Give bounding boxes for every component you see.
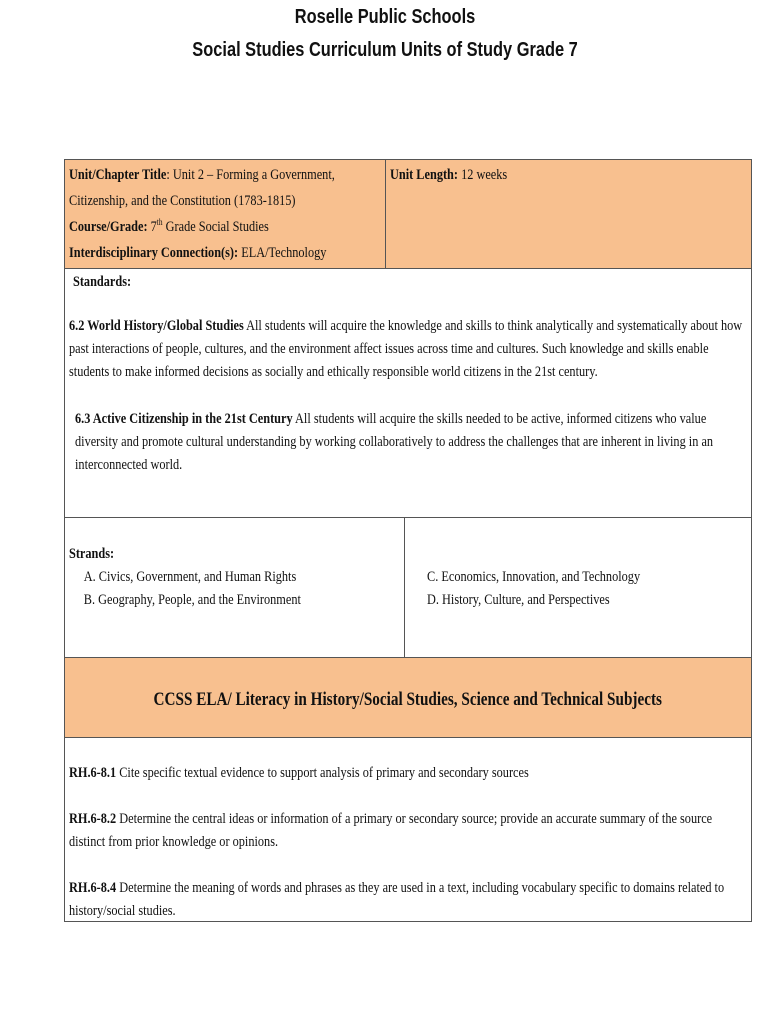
ccss-item <box>69 762 746 785</box>
course-label: Course/Grade: <box>69 219 148 235</box>
strands-left <box>69 543 405 612</box>
unit-length-label: Unit Length: <box>390 167 459 183</box>
interdisciplinary-value: ELA/Technology <box>238 245 327 261</box>
strand-item: C. Economics, Innovation, and Technology <box>427 569 641 585</box>
strand-item: B. Geography, People, and the Environment <box>83 592 301 608</box>
school-title-text: Roselle Public Schools <box>294 6 476 28</box>
unit-length-value: 12 weeks <box>458 167 508 183</box>
standard-code: 6.2 World History/Global Studies <box>69 318 244 334</box>
ccss-item <box>69 808 746 854</box>
ccss-text: Determine the central ideas or information of a primary or secondary source; provide an accurate summary of the source distinct from prior knowledge or opinions. <box>69 811 713 850</box>
strands-right-cell <box>404 517 752 658</box>
strand-item: A. Civics, Government, and Human Rights <box>83 569 297 585</box>
school-title <box>0 6 770 29</box>
standard-text: All students will acquire the knowledge and skills to think analytically and systematically about how past interactions of people, cultures, and the environment affect issues across time and cultures. Such knowledge and skills enable students to make informed decisions as socially and ethically responsible world citizens in the 21st century. <box>69 318 743 380</box>
course-sup: th <box>156 217 163 227</box>
ccss-heading <box>65 689 751 711</box>
standards-cell <box>64 268 752 518</box>
unit-length-cell <box>385 159 752 269</box>
standard-item <box>69 315 746 384</box>
document-subtitle <box>0 39 770 62</box>
ccss-code: RH.6-8.2 <box>69 811 117 827</box>
strands-left-cell <box>64 517 405 658</box>
ccss-heading-cell <box>64 657 752 738</box>
unit-info-cell <box>64 159 386 269</box>
standard-item <box>75 408 747 477</box>
course-value: Grade Social Studies <box>162 219 269 235</box>
standards-label <box>73 271 745 294</box>
standard-text: All students will acquire the skills needed to be active, informed citizens who value diversity and promote cultural understanding by working collaboratively to address the challenges that are inherent in living in an interconnected world. <box>75 411 714 473</box>
subtitle-text: Social Studies Curriculum Units of Study Grade 7 <box>192 39 578 61</box>
strands-right <box>427 566 752 612</box>
ccss-text: Cite specific textual evidence to support analysis of primary and secondary sources <box>116 765 529 781</box>
unit-title-label: Unit/Chapter Title <box>69 167 167 183</box>
strands-label: Strands: <box>69 546 115 562</box>
standard-code: 6.3 Active Citizenship in the 21st Century <box>75 411 293 427</box>
course-num: 7 <box>147 219 157 235</box>
unit-length <box>390 162 743 188</box>
unit-title-value: : Unit 2 – Forming a Government, Citizenship, and the Constitution (1783-1815) <box>69 167 335 209</box>
interdisciplinary-label: Interdisciplinary Connection(s): <box>69 245 239 261</box>
ccss-text: Determine the meaning of words and phrases as they are used in a text, including vocabulary specific to domains related to history/social studies. <box>69 880 725 919</box>
strand-item: D. History, Culture, and Perspectives <box>427 592 610 608</box>
standards-label-text: Standards: <box>73 274 132 290</box>
ccss-standards-cell <box>64 737 752 922</box>
ccss-heading-text: CCSS ELA/ Literacy in History/Social Studies, Science and Technical Subjects <box>153 689 663 710</box>
unit-info <box>69 162 381 266</box>
ccss-item <box>69 877 746 922</box>
ccss-code: RH.6-8.4 <box>69 880 117 896</box>
ccss-code: RH.6-8.1 <box>69 765 117 781</box>
